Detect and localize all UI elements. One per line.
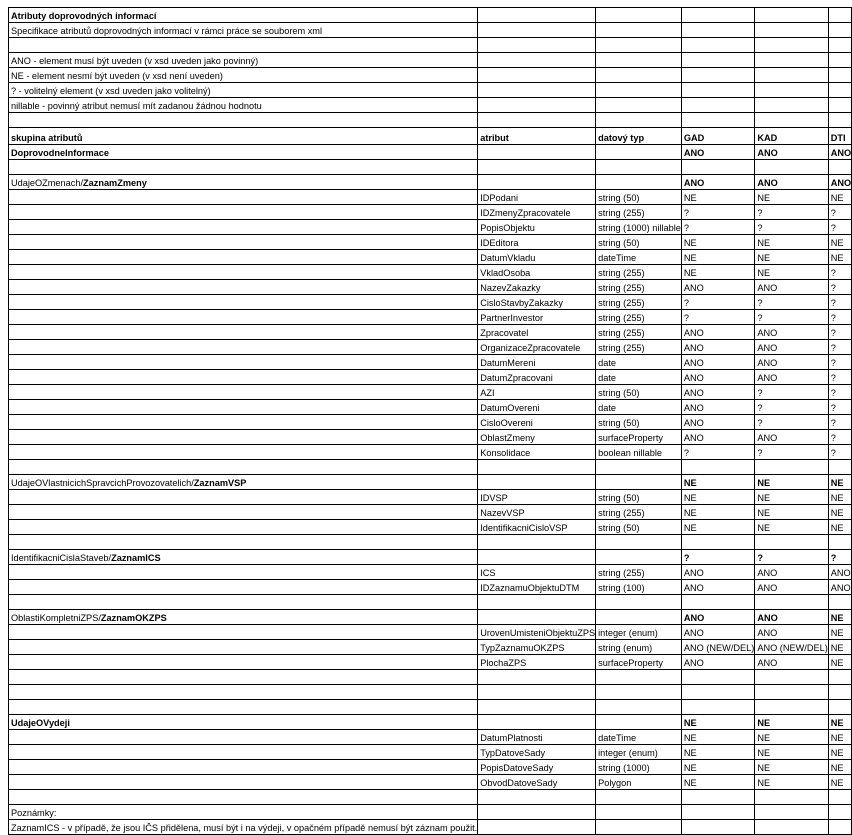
kad-value: ? — [755, 415, 828, 430]
legend-row — [9, 68, 852, 83]
group-name — [9, 475, 478, 490]
empty-cell — [9, 280, 478, 295]
attribute-row — [9, 655, 852, 670]
attribute-row — [9, 280, 852, 295]
data-type: Polygon — [596, 775, 682, 790]
empty-cell — [9, 295, 478, 310]
kad-value: ANO — [755, 355, 828, 370]
kad-value: ANO — [755, 325, 828, 340]
gad-value: ANO — [681, 145, 754, 160]
kad-value: ANO (NEW/DEL) — [755, 640, 828, 655]
gad-value: NE — [681, 250, 754, 265]
attribute-name: IDZmenyZpracovatele — [478, 205, 596, 220]
dti-value: NE — [828, 490, 851, 505]
data-type: string (255) — [596, 295, 682, 310]
kad-value: ? — [755, 310, 828, 325]
attribute-row — [9, 580, 852, 595]
dti-value: ? — [828, 280, 851, 295]
gad-value: ANO — [681, 430, 754, 445]
attribute-name: DatumPlatnosti — [478, 730, 596, 745]
spec-row — [9, 23, 852, 38]
attribute-row — [9, 355, 852, 370]
kad-value: ANO — [755, 280, 828, 295]
data-type: integer (enum) — [596, 745, 682, 760]
attribute-row — [9, 640, 852, 655]
data-type: dateTime — [596, 250, 682, 265]
section-vydej — [9, 715, 852, 790]
gad-value: NE — [681, 235, 754, 250]
gad-value: ANO — [681, 565, 754, 580]
dti-value: NE — [828, 775, 851, 790]
attribute-row — [9, 415, 852, 430]
attribute-row — [9, 370, 852, 385]
dti-value: NE — [828, 640, 851, 655]
section-okzps — [9, 610, 852, 670]
attribute-table — [8, 7, 852, 835]
group-row — [9, 715, 852, 730]
dti-value: ANO — [828, 175, 851, 190]
attribute-name: DatumVkladu — [478, 250, 596, 265]
data-type: string (50) — [596, 235, 682, 250]
kad-value: ? — [755, 295, 828, 310]
empty-cell — [9, 415, 478, 430]
attribute-row — [9, 730, 852, 745]
kad-value: NE — [755, 265, 828, 280]
data-type: string (50) — [596, 520, 682, 535]
empty-cell — [9, 565, 478, 580]
data-type: string (255) — [596, 505, 682, 520]
attribute-row — [9, 310, 852, 325]
empty-row — [9, 670, 852, 685]
gad-value: NE — [681, 730, 754, 745]
attribute-name: Konsolidace — [478, 445, 596, 460]
kad-value: ANO — [755, 175, 828, 190]
gad-value: ANO — [681, 610, 754, 625]
kad-value: ANO — [755, 580, 828, 595]
gad-value: ANO — [681, 340, 754, 355]
kad-value: ANO — [755, 430, 828, 445]
attribute-name: TypDatoveSady — [478, 745, 596, 760]
kad-value: ANO — [755, 145, 828, 160]
section-gap — [9, 460, 852, 475]
gad-value: NE — [681, 490, 754, 505]
attribute-row — [9, 565, 852, 580]
kad-value: NE — [755, 520, 828, 535]
attribute-row — [9, 745, 852, 760]
attribute-row — [9, 385, 852, 400]
data-type: surfaceProperty — [596, 655, 682, 670]
attribute-row — [9, 325, 852, 340]
notes-label: Poznámky: — [9, 805, 478, 820]
section-gap — [9, 790, 852, 805]
kad-value: NE — [755, 775, 828, 790]
kad-value: NE — [755, 490, 828, 505]
empty-cell — [9, 220, 478, 235]
legend-nillable: nillable - povinný atribut nemusí mít zadanou žádnou hodnotu — [9, 98, 478, 113]
gad-value: ANO — [681, 280, 754, 295]
gad-value: ANO — [681, 370, 754, 385]
dti-value: ? — [828, 550, 851, 565]
empty-cell — [9, 190, 478, 205]
attribute-name: OrganizaceZpracovatele — [478, 340, 596, 355]
kad-value: ANO — [755, 655, 828, 670]
group-record: ZaznamOKZPS — [100, 613, 167, 623]
header-attribute: atribut — [478, 128, 596, 145]
kad-value: NE — [755, 715, 828, 730]
legend-row — [9, 83, 852, 98]
header-gad: GAD — [681, 128, 754, 145]
empty-cell — [9, 760, 478, 775]
gad-value: ? — [681, 295, 754, 310]
attribute-row — [9, 505, 852, 520]
data-type: string (255) — [596, 340, 682, 355]
empty-cell — [9, 490, 478, 505]
gad-value: ? — [681, 445, 754, 460]
gad-value: NE — [681, 745, 754, 760]
attribute-row — [9, 205, 852, 220]
data-type: string (50) — [596, 190, 682, 205]
attribute-row — [9, 625, 852, 640]
attribute-name: IDVSP — [478, 490, 596, 505]
dti-value: ? — [828, 400, 851, 415]
group-row — [9, 175, 852, 190]
data-type: string (50) — [596, 490, 682, 505]
gad-value: NE — [681, 760, 754, 775]
dti-value: NE — [828, 760, 851, 775]
attribute-name: IdentifikacniCisloVSP — [478, 520, 596, 535]
data-type: string (255) — [596, 565, 682, 580]
section-gap — [9, 595, 852, 610]
title-row — [9, 8, 852, 23]
empty-cell — [9, 265, 478, 280]
attribute-row — [9, 490, 852, 505]
data-type: string (1000) — [596, 760, 682, 775]
legend-row — [9, 53, 852, 68]
dti-value: ? — [828, 295, 851, 310]
dti-value: NE — [828, 745, 851, 760]
empty-row — [9, 38, 852, 53]
dti-value: ? — [828, 370, 851, 385]
dti-value: NE — [828, 730, 851, 745]
empty-cell — [9, 205, 478, 220]
data-type: date — [596, 355, 682, 370]
data-type: string (50) — [596, 415, 682, 430]
kad-value: ANO — [755, 370, 828, 385]
gad-value: ANO — [681, 655, 754, 670]
empty-row — [9, 535, 852, 550]
attribute-name: DatumMereni — [478, 355, 596, 370]
attribute-row — [9, 445, 852, 460]
kad-value: ? — [755, 385, 828, 400]
attribute-row — [9, 250, 852, 265]
header-row — [9, 128, 852, 145]
dti-value: NE — [828, 235, 851, 250]
data-type: string (255) — [596, 265, 682, 280]
notes-text-row — [9, 820, 852, 835]
dti-value: NE — [828, 715, 851, 730]
kad-value: ? — [755, 445, 828, 460]
empty-row — [9, 113, 852, 128]
gad-value: ? — [681, 205, 754, 220]
gad-value: NE — [681, 265, 754, 280]
group-prefix: UdajeOZmenach/ — [11, 178, 84, 188]
data-type: string (1000) nillable — [596, 220, 682, 235]
attribute-name: ICS — [478, 565, 596, 580]
attribute-name: DatumOvereni — [478, 400, 596, 415]
empty-cell — [9, 400, 478, 415]
empty-cell — [9, 325, 478, 340]
data-type: string (255) — [596, 280, 682, 295]
data-type: date — [596, 400, 682, 415]
empty-row — [9, 595, 852, 610]
attribute-row — [9, 190, 852, 205]
dti-value: ? — [828, 220, 851, 235]
legend-ano: ANO - element musí být uveden (v xsd uveden jako povinný) — [9, 53, 478, 68]
gad-value: ANO — [681, 355, 754, 370]
attribute-row — [9, 295, 852, 310]
empty-cell — [9, 235, 478, 250]
attribute-row — [9, 520, 852, 535]
group-row — [9, 610, 852, 625]
attribute-row — [9, 430, 852, 445]
kad-value: NE — [755, 760, 828, 775]
dti-value: NE — [828, 475, 851, 490]
attribute-name: ObvodDatoveSady — [478, 775, 596, 790]
kad-value: ? — [755, 400, 828, 415]
group-prefix: IdentifikacniCislaStaveb/ — [11, 553, 112, 563]
sheet-title: Atributy doprovodných informací — [9, 8, 478, 23]
empty-row — [9, 685, 852, 700]
notes-text: ZaznamICS - v případě, že jsou IČS přidělena, musí být i na výdeji, v opačném případě nemusí být záznam použit. — [9, 820, 478, 835]
section-ics — [9, 550, 852, 595]
attribute-name: PopisDatoveSady — [478, 760, 596, 775]
gad-value: ANO — [681, 400, 754, 415]
gad-value: NE — [681, 505, 754, 520]
empty-cell — [9, 775, 478, 790]
empty-cell — [9, 505, 478, 520]
empty-row — [9, 700, 852, 715]
group-record: ZaznamVSP — [193, 478, 247, 488]
gad-value: ? — [681, 220, 754, 235]
gad-value: ANO (NEW/DEL) — [681, 640, 754, 655]
kad-value: NE — [755, 730, 828, 745]
gad-value: ? — [681, 310, 754, 325]
data-type: boolean nillable — [596, 445, 682, 460]
group-name: UdajeOVydeji — [9, 715, 478, 730]
kad-value: ANO — [755, 340, 828, 355]
dti-value: NE — [828, 625, 851, 640]
kad-value: ? — [755, 220, 828, 235]
kad-value: NE — [755, 505, 828, 520]
attribute-name: VkladOsoba — [478, 265, 596, 280]
attribute-name: IDEditora — [478, 235, 596, 250]
empty-cell — [9, 250, 478, 265]
dti-value: ? — [828, 430, 851, 445]
kad-value: ANO — [755, 610, 828, 625]
dti-value: ? — [828, 415, 851, 430]
attribute-row — [9, 340, 852, 355]
attribute-row — [9, 235, 852, 250]
gad-value: NE — [681, 775, 754, 790]
header-dti: DTI — [828, 128, 851, 145]
attribute-name: IDZaznamuObjektuDTM — [478, 580, 596, 595]
gad-value: NE — [681, 475, 754, 490]
group-row — [9, 475, 852, 490]
dti-value: ANO — [828, 580, 851, 595]
dti-value: NE — [828, 250, 851, 265]
attribute-name: PlochaZPS — [478, 655, 596, 670]
empty-cell — [9, 385, 478, 400]
data-type: surfaceProperty — [596, 430, 682, 445]
dti-value: ? — [828, 340, 851, 355]
kad-value: NE — [755, 250, 828, 265]
attribute-name: UrovenUmisteniObjektuZPS — [478, 625, 596, 640]
empty-cell — [9, 625, 478, 640]
dti-value: ? — [828, 355, 851, 370]
kad-value: NE — [755, 235, 828, 250]
legend-row — [9, 98, 852, 113]
empty-cell — [9, 520, 478, 535]
group-prefix: UdajeOVlastnicichSpravcichProvozovatelich/ — [11, 478, 194, 488]
dti-value: ? — [828, 310, 851, 325]
kad-value: ANO — [755, 565, 828, 580]
dti-value: ANO — [828, 145, 851, 160]
gad-value: ANO — [681, 175, 754, 190]
empty-row — [9, 790, 852, 805]
group-name: DoprovodneInformace — [9, 145, 478, 160]
data-type: string (100) — [596, 580, 682, 595]
attribute-row — [9, 220, 852, 235]
empty-cell — [9, 370, 478, 385]
attribute-name: AZI — [478, 385, 596, 400]
gad-value: ANO — [681, 385, 754, 400]
group-name — [9, 610, 478, 625]
header-group: skupina atributů — [9, 128, 478, 145]
dti-value: NE — [828, 655, 851, 670]
section-gap — [9, 670, 852, 715]
attribute-name: PartnerInvestor — [478, 310, 596, 325]
dti-value: ? — [828, 205, 851, 220]
attribute-name: NazevVSP — [478, 505, 596, 520]
attribute-name: IDPodani — [478, 190, 596, 205]
notes-label-row — [9, 805, 852, 820]
dti-value: NE — [828, 190, 851, 205]
data-type: string (50) — [596, 385, 682, 400]
header-data-type: datový typ — [596, 128, 682, 145]
kad-value: ? — [755, 550, 828, 565]
attribute-name: TypZaznamuOKZPS — [478, 640, 596, 655]
group-row — [9, 550, 852, 565]
gad-value: ? — [681, 550, 754, 565]
dti-value: NE — [828, 505, 851, 520]
empty-cell — [9, 340, 478, 355]
attribute-name: CisloOvereni — [478, 415, 596, 430]
empty-cell — [9, 310, 478, 325]
empty-cell — [9, 745, 478, 760]
kad-value: NE — [755, 190, 828, 205]
empty-row — [9, 160, 852, 175]
data-type: string (255) — [596, 325, 682, 340]
gad-value: ANO — [681, 415, 754, 430]
dti-value: ? — [828, 265, 851, 280]
attribute-name: OblastZmeny — [478, 430, 596, 445]
data-type: string (255) — [596, 205, 682, 220]
group-record: ZaznamICS — [111, 553, 161, 563]
legend-optional: ? - volitelný element (v xsd uveden jako volitelný) — [9, 83, 478, 98]
group-row-doprovodne — [9, 145, 852, 160]
empty-cell — [9, 640, 478, 655]
section-vsp — [9, 475, 852, 535]
empty-cell — [9, 445, 478, 460]
dti-value: ANO — [828, 565, 851, 580]
section-zmeny — [9, 175, 852, 460]
attribute-row — [9, 400, 852, 415]
group-record: ZaznamZmeny — [83, 178, 147, 188]
empty-cell — [9, 355, 478, 370]
group-name — [9, 550, 478, 565]
section-gap — [9, 535, 852, 550]
attribute-row — [9, 775, 852, 790]
dti-value: ? — [828, 325, 851, 340]
data-type: string (255) — [596, 310, 682, 325]
attribute-name: CisloStavbyZakazky — [478, 295, 596, 310]
empty-cell — [9, 580, 478, 595]
empty-cell — [9, 655, 478, 670]
gad-value: ANO — [681, 625, 754, 640]
spec-text: Specifikace atributů doprovodných informací v rámci práce se souborem xml — [9, 23, 478, 38]
attribute-row — [9, 760, 852, 775]
empty-cell — [9, 730, 478, 745]
legend-ne: NE - element nesmí být uveden (v xsd není uveden) — [9, 68, 478, 83]
group-prefix: OblastiKompletniZPS/ — [11, 613, 101, 623]
kad-value: NE — [755, 745, 828, 760]
data-type: integer (enum) — [596, 625, 682, 640]
attribute-name: DatumZpracovani — [478, 370, 596, 385]
attribute-row — [9, 265, 852, 280]
kad-value: ANO — [755, 625, 828, 640]
empty-row — [9, 460, 852, 475]
kad-value: NE — [755, 475, 828, 490]
data-type: date — [596, 370, 682, 385]
data-type: dateTime — [596, 730, 682, 745]
attribute-name: Zpracovatel — [478, 325, 596, 340]
spreadsheet — [8, 7, 852, 835]
gad-value: ANO — [681, 325, 754, 340]
attribute-name: PopisObjektu — [478, 220, 596, 235]
group-name — [9, 175, 478, 190]
gad-value: ANO — [681, 580, 754, 595]
gad-value: NE — [681, 190, 754, 205]
notes-section — [9, 805, 852, 835]
dti-value: ? — [828, 385, 851, 400]
dti-value: NE — [828, 520, 851, 535]
attribute-name: NazevZakazky — [478, 280, 596, 295]
data-type: string (enum) — [596, 640, 682, 655]
empty-cell — [9, 430, 478, 445]
header-kad: KAD — [755, 128, 828, 145]
kad-value: ? — [755, 205, 828, 220]
dti-value: NE — [828, 610, 851, 625]
dti-value: ? — [828, 445, 851, 460]
gad-value: NE — [681, 715, 754, 730]
gad-value: NE — [681, 520, 754, 535]
